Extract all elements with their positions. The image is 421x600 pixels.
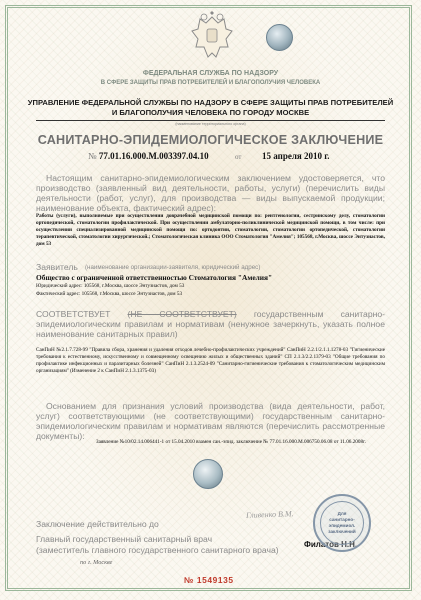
department-line2: И БЛАГОПОЛУЧИЯ ЧЕЛОВЕКА ПО ГОРОДУ МОСКВЕ	[111, 108, 310, 117]
header-line2: В СФЕРЕ ЗАЩИТЫ ПРАВ ПОТРЕБИТЕЛЕЙ И БЛАГОПОЛУЧИЯ ЧЕЛОВЕКА	[100, 80, 321, 86]
document-title: САНИТАРНО-ЭПИДЕМИОЛОГИЧЕСКОЕ ЗАКЛЮЧЕНИЕ	[37, 133, 384, 147]
signatory-name: Филатов Н.Н.	[304, 540, 358, 549]
center-watermark-icon	[193, 459, 223, 489]
handwritten-name: Гливенко В.М.	[245, 509, 294, 520]
compliance-yes: СООТВЕТСТВУЕТ	[36, 309, 111, 319]
department-caption: (наименование территориального органа)	[175, 122, 246, 126]
applicant-label: Заявитель	[36, 262, 78, 272]
date-prefix: от	[235, 153, 242, 161]
signatory-title: Главный государственный санитарный врач	[36, 534, 213, 544]
serial-number: № 1549135	[184, 575, 234, 585]
document-number-row	[88, 150, 209, 162]
eagle-emblem-icon	[190, 11, 234, 63]
intro-text: Настоящим санитарно-эпидемиологическим заключением удостоверяется, что производство (заявленный вид деятельности, работы, услуги) (перечислить виды деятельности (работ, услуг), для производства — виды выпускаемой продукции; наименование объекта, фактический адрес):	[36, 173, 385, 213]
compliance-no: (НЕ СООТВЕТСТВУЕТ)	[127, 309, 237, 319]
document-number: 77.01.16.000.М.003397.04.10	[98, 151, 209, 161]
applicant-caption: (наименование организации-заявителя, юридический адрес)	[85, 264, 261, 271]
compliance-tail: государственным санитарно-эпидемиологическим правилам и нормативам (ненужное зачеркнуть, указать полное наименование санитарных правил)	[36, 309, 385, 339]
number-prefix: №	[88, 151, 97, 161]
department-line1: УПРАВЛЕНИЕ ФЕДЕРАЛЬНОЙ СЛУЖБЫ ПО НАДЗОРУ В СФЕРЕ ЗАЩИТЫ ПРАВ ПОТРЕБИТЕЛЕЙ	[27, 98, 394, 107]
header-line1: ФЕДЕРАЛЬНАЯ СЛУЖБА ПО НАДЗОРУ	[142, 70, 279, 77]
legal-address: Юридический адрес: 105568, г.Москва, шоссе Энтузиастов, дом 53	[36, 283, 185, 289]
compliance-text	[36, 309, 385, 339]
hologram-seal-icon	[266, 24, 293, 51]
signatory-place: по г. Москве	[80, 559, 113, 566]
basis-text: Основанием для признания условий производства (вида деятельности, работ, услуг) соответствующими (не соответствующими) государственным санитарно-эпидемиологическим правилам и нормативам являются (перечислить рассмотренные документы):	[36, 401, 385, 441]
stamp-line1: Для	[337, 511, 347, 516]
actual-address: Фактический адрес: 105568, г.Москва, шоссе Энтузиастов, дом 53	[36, 291, 183, 297]
works-text: Работы (услуги), выполняемые при осуществлении доврачебной медицинской помощи по: рентгенологии, сестринскому делу, стоматологии ортопедической, стоматологии профилактической. При осуществлении амбулаторно-поликлинической медицинской помощи, в том числе: при осуществлении специализированной медицинской помощи по: ортодонтии, стоматологии, стоматологии ортопедической, стоматологии терапевтической, стоматологии хирургической.; Стоматологическая клиника ООО Стоматология "Амелия"; 105568, г.Москва, шоссе Энтузиастов, дом 53	[36, 213, 385, 247]
stamp-text	[315, 511, 369, 535]
applicant-name: Общество с ограниченной ответственностью Стоматология "Амелия"	[36, 273, 273, 282]
basis-detail: Заявление №10/02.14.006441-1 от 15.04.2010 взамен сан.-эпид. заключение № 77.01.16.000.М.006750.06.08 от 11.06.2008г.	[96, 439, 366, 445]
stamp-line3: эпидемиол.	[328, 523, 356, 528]
signatory-caption: (заместитель главного государственного санитарного врача)	[36, 545, 279, 555]
round-stamp-icon	[313, 494, 371, 552]
validity-label: Заключение действительно до	[36, 519, 159, 529]
stamp-line4: заключений	[328, 529, 356, 534]
stamp-line2: санитарно-	[329, 517, 355, 522]
rules-text: СанПиН №2.1.7.728-99 "Правила сбора, хранения и удаления отходов лечебно-профилактических учреждений" СанПиН 2.2.1/2.1.1.1278-03 "Гигиенические требования к естественному, искусственному и совмещенному освещению жилых и общественных зданий" СП 2.1.3/2.2.1379-03 "Общие требования по профилактике инфекционных и паразитарных болезней" СанПиН 2.1.3.2524-09 "Санитарно-гигиенические требования к стоматологическим медицинским организациям" (Изменение 2 к СанПиН 2.1.3.1375-03)	[36, 347, 385, 374]
divider	[36, 120, 385, 121]
document-date: 15 апреля 2010 г.	[262, 151, 330, 161]
